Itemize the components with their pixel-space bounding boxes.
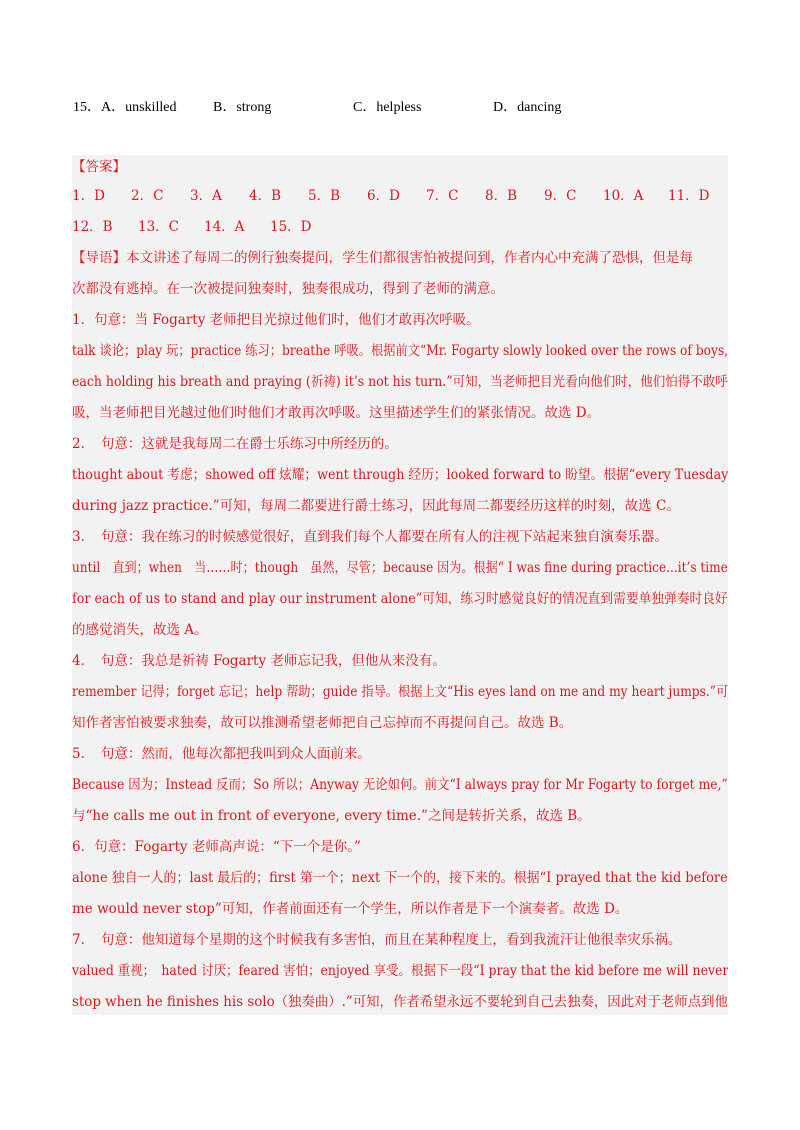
explanation-line: 7． 句意：他知道每个星期的这个时候我有多害怕，而且在某种程度上，看到我流汗让他很幸灾乐祸。 [72, 932, 682, 948]
explanation-line: 的感觉消失，故选 A。 [72, 622, 208, 638]
answer-item: 9．C [544, 188, 577, 204]
explanation-line: 1．句意：当 Fogarty 老师把目光掠过他们时，他们才敢再次呼吸。 [72, 312, 480, 328]
answer-item: 5．B [308, 188, 341, 204]
explanation-line: 2． 句意：这就是我每周二在爵士乐练习中所经历的。 [72, 436, 398, 452]
option-c: C．helpless [353, 100, 422, 115]
explanation-line: valued 重视； hated 讨厌；feared 害怕；enjoyed 享受。根据下一段“I pray that the kid before me will never [72, 963, 728, 979]
explanation-line: remember 记得；forget 忘记；help 帮助；guide 指导。根据上文“His eyes land on me and my heart jumps.”可 [72, 684, 728, 700]
explanation-line: 6．句意：Fogarty 老师高声说：“下一个是你。” [72, 839, 361, 855]
answer-item: 11．D [668, 188, 710, 204]
explanation-line: 3． 句意：我在练习的时候感觉很好，直到我们每个人都要在所有人的注视下站起来独自演奏乐器。 [72, 529, 668, 545]
option-b: B．strong [213, 100, 272, 115]
answer-item: 2．C [131, 188, 164, 204]
option-a: A．unskilled [101, 100, 177, 115]
explanation-line: 知作者害怕被要求独奏，故可以推测希望老师把自己忘掉而不再提问自己。故选 B。 [72, 715, 573, 731]
answer-item: 8．B [485, 188, 518, 204]
explanation-line: me would never stop”可知，作者前面还有一个学生，所以作者是下一个演奏者。故选 D。 [72, 901, 629, 917]
explanation-line: thought about 考虑；showed off 炫耀；went through 经历；looked forward to 盼望。根据“every Tuesday [72, 467, 728, 483]
answer-item: 15．D [270, 219, 312, 235]
explanation-line: Because 因为；Instead 反而；So 所以；Anyway 无论如何。前文“I always pray for Mr Fogarty to forget me,” [72, 777, 728, 793]
answer-key-row-2 [72, 217, 728, 237]
explanation-line: for each of us to stand and play our instrument alone”可知，练习时感觉良好的情况直到需要单独弹奏时良好 [72, 591, 728, 607]
answer-explanation-section [72, 155, 728, 1015]
answer-item: 14．A [204, 219, 245, 235]
answer-item: 7．C [426, 188, 459, 204]
answer-item: 13．C [138, 219, 180, 235]
explanation-line: each holding his breath and praying (祈祷) it’s not his turn.”可知，当老师把目光看向他们时，他们怕得不敢呼 [72, 374, 728, 390]
explanation-line: 5． 句意：然而，他每次都把我叫到众人面前来。 [72, 746, 371, 762]
explanation-line: alone 独自一人的；last 最后的；first 第一个；next 下一个的，接下来的。根据“I prayed that the kid before [72, 870, 728, 886]
option-d: D．dancing [493, 100, 562, 115]
explanation-line: 4． 句意：我总是祈祷 Fogarty 老师忘记我，但他从来没有。 [72, 653, 446, 669]
answer-heading: 【答案】 [72, 159, 126, 175]
answer-item: 12．B [72, 219, 113, 235]
question-number: 15． [73, 100, 101, 115]
guide-paragraph-line: 次都没有逃掉。在一次被提问独奏时，独奏很成功，得到了老师的满意。 [72, 281, 504, 297]
guide-paragraph-line: 【导语】本文讲述了每周二的例行独奏提问，学生们都很害怕被提问到，作者内心中充满了恐惧，但是每 [72, 250, 693, 266]
answer-key-row-1 [72, 186, 728, 206]
explanation-line: talk 谈论；play 玩；practice 练习；breathe 呼吸。根据前文“Mr. Fogarty slowly looked over the rows of boys, [72, 343, 728, 359]
explanation-line: until 直到；when 当……时；though 虽然，尽管；because 因为。根据“ I was fine during practice...it’s time [72, 560, 728, 576]
answer-item: 1．D [72, 188, 105, 204]
answer-item: 6．D [367, 188, 400, 204]
answer-item: 4．B [249, 188, 282, 204]
answer-item: 3．A [190, 188, 222, 204]
explanation-line: 吸，当老师把目光越过他们时他们才敢再次呼吸。这里描述学生们的紧张情况。故选 D。 [72, 405, 601, 421]
explanation-line: stop when he finishes his solo（独奏曲）.”可知，作者希望永远不要轮到自己去独奏，因此对于老师点到他 [72, 994, 728, 1010]
answer-item: 10．A [603, 188, 644, 204]
explanation-line: during jazz practice.”可知，每周二都要进行爵士练习，因此每周二都要经历这样的时刻，故选 C。 [72, 498, 680, 514]
explanation-line: 与“he calls me out in front of everyone, every time.”之间是转折关系，故选 B。 [72, 808, 591, 824]
